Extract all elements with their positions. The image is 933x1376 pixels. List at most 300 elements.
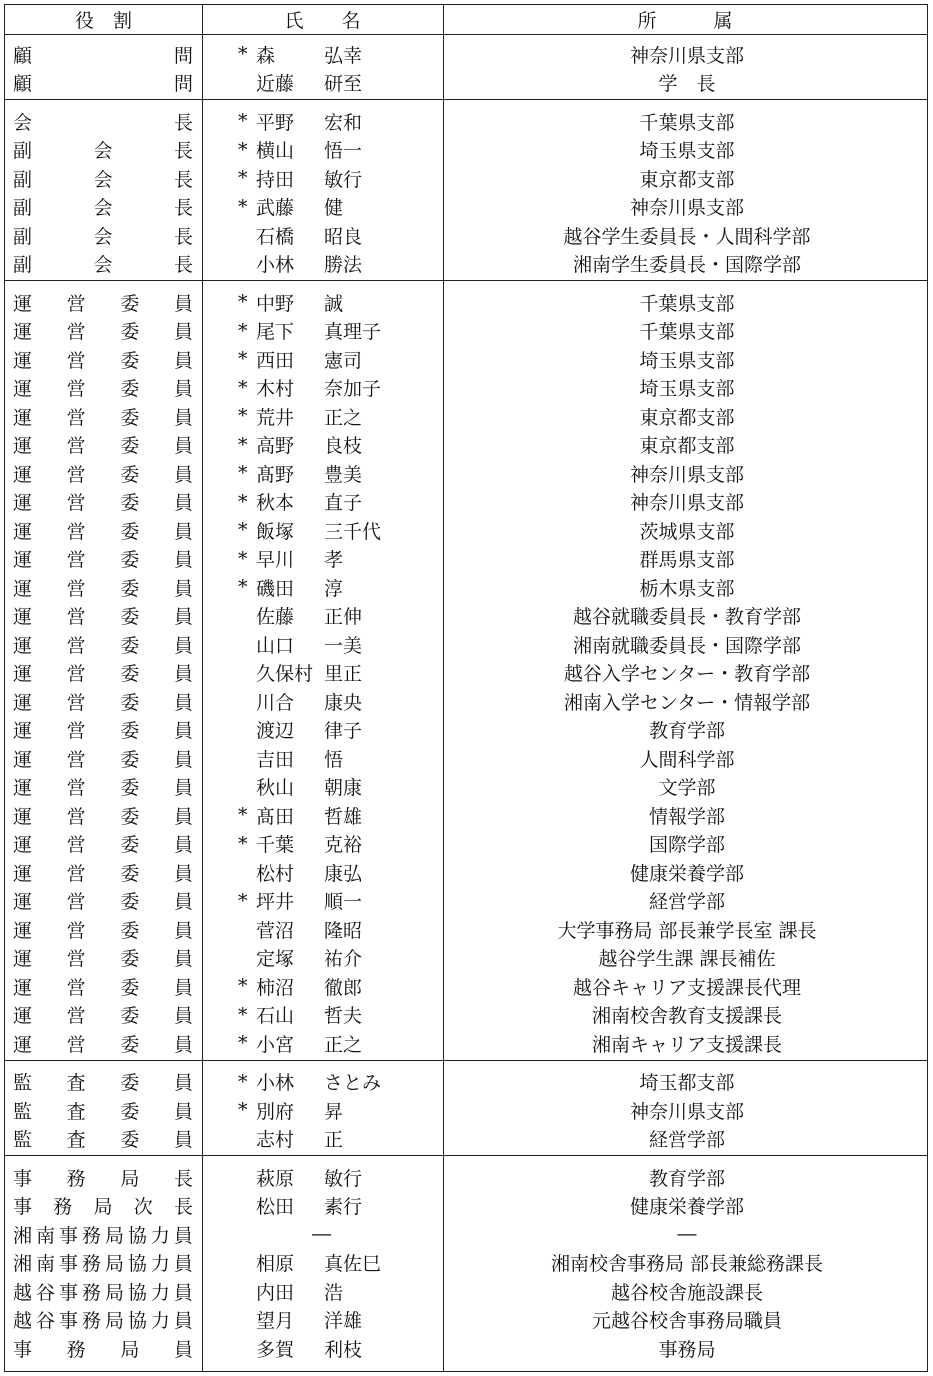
role-cell: 運 営 委 員 bbox=[13, 1033, 193, 1056]
role-cell: 運 営 委 員 bbox=[13, 891, 193, 914]
committee-mark: * bbox=[238, 519, 248, 542]
surname: 渡辺 bbox=[256, 720, 295, 743]
name-cell bbox=[238, 164, 438, 193]
table-row bbox=[5, 1220, 927, 1249]
role-cell: 湘 南 事 務 局 協 力 員 bbox=[13, 1253, 193, 1276]
given-name: 敏行 bbox=[324, 1167, 363, 1190]
name-cell bbox=[238, 858, 438, 887]
table-row bbox=[5, 1192, 927, 1221]
surname: 松村 bbox=[256, 862, 295, 885]
affiliation-cell: 健康栄養学部 bbox=[629, 862, 744, 885]
affiliation-cell: 茨城県支部 bbox=[639, 520, 735, 543]
affiliation-cell: 埼玉県支部 bbox=[639, 378, 735, 401]
given-name: 真佐巳 bbox=[324, 1253, 382, 1276]
given-name: 朝康 bbox=[324, 777, 363, 800]
surname: 木村 bbox=[256, 378, 295, 401]
surname: 秋山 bbox=[256, 777, 295, 800]
name-cell bbox=[238, 801, 438, 830]
committee-mark: * bbox=[238, 376, 248, 399]
table-row bbox=[5, 402, 927, 431]
table-row bbox=[5, 687, 927, 716]
given-name: 哲雄 bbox=[324, 805, 363, 828]
surname: 菅沼 bbox=[256, 919, 295, 942]
surname: 久保村 bbox=[256, 663, 314, 686]
role-cell: 監 査 委 員 bbox=[13, 1072, 193, 1095]
given-name: 徹郎 bbox=[324, 976, 363, 999]
surname: 望月 bbox=[256, 1310, 295, 1333]
name-cell bbox=[238, 488, 438, 517]
role-cell: 運 営 委 員 bbox=[13, 919, 193, 942]
role-cell: 運 営 委 員 bbox=[13, 349, 193, 372]
given-name: 良枝 bbox=[324, 435, 363, 458]
table-row bbox=[5, 573, 927, 602]
role-cell: 越 谷 事 務 局 協 力 員 bbox=[13, 1281, 193, 1304]
affiliation-cell: 湘南入学センター・情報学部 bbox=[563, 691, 811, 714]
name-cell bbox=[238, 374, 438, 403]
surname: 持田 bbox=[256, 168, 295, 191]
affiliation-cell: 大学事務局 部長兼学長室 課長 bbox=[557, 919, 817, 942]
surname: 千葉 bbox=[256, 834, 295, 857]
role-cell: 運 営 委 員 bbox=[13, 577, 193, 600]
table-row bbox=[5, 221, 927, 250]
surname: 柿沼 bbox=[256, 976, 295, 999]
surname: 吉田 bbox=[256, 748, 295, 771]
name-cell bbox=[238, 431, 438, 460]
affiliation-cell: 事務局 bbox=[658, 1338, 716, 1361]
affiliation-cell: 神奈川県支部 bbox=[629, 1100, 744, 1123]
affiliation-cell: 埼玉県支部 bbox=[639, 140, 735, 163]
given-name: さとみ bbox=[324, 1072, 382, 1095]
table-row bbox=[5, 136, 927, 165]
name-cell bbox=[238, 1306, 438, 1335]
surname: 飯塚 bbox=[256, 520, 295, 543]
affiliation-cell: 神奈川県支部 bbox=[629, 463, 744, 486]
table-row bbox=[5, 1096, 927, 1125]
given-name: 悟一 bbox=[324, 140, 363, 163]
name-cell bbox=[238, 402, 438, 431]
name-cell bbox=[238, 221, 438, 250]
given-name: 昇 bbox=[324, 1100, 344, 1123]
role-cell: 事 務 局 次 長 bbox=[13, 1196, 193, 1219]
table-row bbox=[5, 773, 927, 802]
affiliation-cell: 東京都支部 bbox=[639, 406, 735, 429]
role-cell: 運 営 委 員 bbox=[13, 777, 193, 800]
surname: 山口 bbox=[256, 634, 295, 657]
committee-mark: * bbox=[238, 1099, 248, 1122]
affiliation-cell: 東京都支部 bbox=[639, 168, 735, 191]
table-row bbox=[5, 431, 927, 460]
committee-mark: * bbox=[238, 1070, 248, 1093]
role-cell: 運 営 委 員 bbox=[13, 691, 193, 714]
affiliation-cell: 越谷就職委員長・教育学部 bbox=[572, 606, 801, 629]
role-cell: 副 会 長 bbox=[13, 197, 193, 220]
name-cell bbox=[238, 1249, 438, 1278]
surname: 小林 bbox=[256, 254, 295, 277]
section-divider bbox=[5, 99, 927, 100]
committee-mark: * bbox=[238, 138, 248, 161]
surname: 早川 bbox=[256, 549, 295, 572]
committee-mark: * bbox=[238, 490, 248, 513]
affiliation-cell: 神奈川県支部 bbox=[629, 44, 744, 67]
given-name: 奈加子 bbox=[324, 378, 382, 401]
table-row bbox=[5, 1068, 927, 1097]
surname: 佐藤 bbox=[256, 606, 295, 629]
table-row bbox=[5, 164, 927, 193]
given-name: 真理子 bbox=[324, 321, 382, 344]
surname: 坪井 bbox=[256, 891, 295, 914]
table-row bbox=[5, 1306, 927, 1335]
given-name: 祐介 bbox=[324, 948, 363, 971]
affiliation-cell: 国際学部 bbox=[648, 834, 725, 857]
name-cell bbox=[238, 830, 438, 859]
affiliation-cell: 経営学部 bbox=[648, 891, 725, 914]
given-name: 憲司 bbox=[324, 349, 363, 372]
role-cell: 会 長 bbox=[13, 111, 193, 134]
header-affiliation: 所 属 bbox=[637, 10, 733, 32]
name-cell bbox=[238, 1029, 438, 1058]
name-cell bbox=[238, 1277, 438, 1306]
role-cell: 副 会 長 bbox=[13, 254, 193, 277]
affiliation-cell: 千葉県支部 bbox=[639, 111, 735, 134]
role-cell: 副 会 長 bbox=[13, 225, 193, 248]
name-cell bbox=[238, 545, 438, 574]
table-row bbox=[5, 1029, 927, 1058]
committee-mark: * bbox=[238, 975, 248, 998]
name-cell bbox=[238, 716, 438, 745]
affiliation-cell: 元越谷校舎事務局職員 bbox=[591, 1310, 782, 1333]
table-row bbox=[5, 288, 927, 317]
surname: 別府 bbox=[256, 1100, 295, 1123]
given-name: 勝法 bbox=[324, 254, 363, 277]
given-name: 洋雄 bbox=[324, 1310, 363, 1333]
role-cell: 運 営 委 員 bbox=[13, 321, 193, 344]
table-row bbox=[5, 193, 927, 222]
surname: 松田 bbox=[256, 1196, 295, 1219]
given-name: 研至 bbox=[324, 73, 363, 96]
name-cell bbox=[238, 459, 438, 488]
surname: 志村 bbox=[256, 1129, 295, 1152]
name-cell bbox=[238, 193, 438, 222]
table-row bbox=[5, 516, 927, 545]
role-cell: 運 営 委 員 bbox=[13, 292, 193, 315]
table-row bbox=[5, 1001, 927, 1030]
surname: 髙田 bbox=[256, 805, 295, 828]
role-cell: 運 営 委 員 bbox=[13, 549, 193, 572]
role-cell: 副 会 長 bbox=[13, 168, 193, 191]
header-name: 氏 名 bbox=[284, 10, 361, 32]
committee-mark: * bbox=[238, 195, 248, 218]
role-cell: 運 営 委 員 bbox=[13, 634, 193, 657]
surname: 磯田 bbox=[256, 577, 295, 600]
affiliation-cell: 湘南キャリア支援課長 bbox=[591, 1033, 782, 1056]
given-name: 康央 bbox=[324, 691, 363, 714]
affiliation-cell: 神奈川県支部 bbox=[629, 492, 744, 515]
surname: 小林 bbox=[256, 1072, 295, 1095]
table-row bbox=[5, 250, 927, 279]
given-name: 律子 bbox=[324, 720, 363, 743]
surname: 石橋 bbox=[256, 225, 295, 248]
affiliation-cell: 湘南学生委員長・国際学部 bbox=[572, 254, 801, 277]
role-cell: 運 営 委 員 bbox=[13, 748, 193, 771]
committee-mark: * bbox=[238, 110, 248, 133]
header-role: 役 割 bbox=[74, 10, 132, 32]
role-cell: 運 営 委 員 bbox=[13, 663, 193, 686]
affiliation-cell: 情報学部 bbox=[648, 805, 725, 828]
given-name: 悟 bbox=[324, 748, 344, 771]
affiliation-cell: 人間科学部 bbox=[639, 748, 735, 771]
surname: 秋本 bbox=[256, 492, 295, 515]
table-row bbox=[5, 830, 927, 859]
surname: 相原 bbox=[256, 1253, 295, 1276]
name-cell bbox=[238, 630, 438, 659]
name-cell bbox=[238, 317, 438, 346]
table-row bbox=[5, 602, 927, 631]
given-name: 孝 bbox=[324, 549, 344, 572]
committee-mark: * bbox=[238, 319, 248, 342]
given-name: 誠 bbox=[324, 292, 344, 315]
affiliation-cell: 埼玉都支部 bbox=[639, 1072, 735, 1095]
table-row bbox=[5, 40, 927, 69]
table-row bbox=[5, 659, 927, 688]
given-name: 宏和 bbox=[324, 111, 363, 134]
section-divider bbox=[5, 1060, 927, 1061]
table-row bbox=[5, 944, 927, 973]
affiliation-cell: 栃木県支部 bbox=[639, 577, 735, 600]
table-row bbox=[5, 1125, 927, 1154]
table-row bbox=[5, 858, 927, 887]
given-name: 康弘 bbox=[324, 862, 363, 885]
table-row bbox=[5, 107, 927, 136]
committee-mark: * bbox=[238, 291, 248, 314]
committee-mark: * bbox=[238, 547, 248, 570]
committee-mark: * bbox=[238, 348, 248, 371]
surname: 西田 bbox=[256, 349, 295, 372]
given-name: 三千代 bbox=[324, 520, 382, 543]
committee-mark: * bbox=[238, 462, 248, 485]
name-cell bbox=[238, 69, 438, 98]
affiliation-cell: 湘南校舎事務局 部長兼総務課長 bbox=[550, 1253, 824, 1276]
committee-mark: * bbox=[238, 576, 248, 599]
surname: 石山 bbox=[256, 1005, 295, 1028]
surname: 武藤 bbox=[256, 197, 295, 220]
name-cell bbox=[238, 972, 438, 1001]
role-cell: 運 営 委 員 bbox=[13, 720, 193, 743]
given-name: 敏行 bbox=[324, 168, 363, 191]
given-name: 隆昭 bbox=[324, 919, 363, 942]
name-cell bbox=[238, 1192, 438, 1221]
role-cell: 運 営 委 員 bbox=[13, 435, 193, 458]
given-name: 一美 bbox=[324, 634, 363, 657]
given-name: 正之 bbox=[324, 406, 363, 429]
surname: ― bbox=[312, 1223, 331, 1246]
name-cell bbox=[238, 744, 438, 773]
table-row bbox=[5, 374, 927, 403]
surname: 平野 bbox=[256, 111, 295, 134]
role-cell: 事 務 局 長 bbox=[13, 1167, 193, 1190]
committee-mark: * bbox=[238, 405, 248, 428]
affiliation-cell: 越谷学生委員長・人間科学部 bbox=[563, 225, 811, 248]
table-row bbox=[5, 1277, 927, 1306]
given-name: 順一 bbox=[324, 891, 363, 914]
given-name: 健 bbox=[324, 197, 344, 220]
given-name: 正之 bbox=[324, 1033, 363, 1056]
surname: 髙野 bbox=[256, 463, 295, 486]
surname: 中野 bbox=[256, 292, 295, 315]
role-cell: 運 営 委 員 bbox=[13, 606, 193, 629]
table-row bbox=[5, 488, 927, 517]
name-cell bbox=[238, 107, 438, 136]
surname: 小宮 bbox=[256, 1033, 295, 1056]
name-cell bbox=[238, 1220, 438, 1249]
role-cell: 顧 問 bbox=[13, 73, 193, 96]
committee-mark: * bbox=[238, 433, 248, 456]
table-row bbox=[5, 801, 927, 830]
name-cell bbox=[238, 40, 438, 69]
affiliation-cell: 学 長 bbox=[658, 73, 716, 96]
given-name: 昭良 bbox=[324, 225, 363, 248]
name-cell bbox=[238, 915, 438, 944]
given-name: 弘幸 bbox=[324, 44, 363, 67]
name-cell bbox=[238, 1096, 438, 1125]
affiliation-cell: 千葉県支部 bbox=[639, 292, 735, 315]
table-row bbox=[5, 317, 927, 346]
name-cell bbox=[238, 773, 438, 802]
affiliation-cell: 越谷キャリア支援課長代理 bbox=[572, 976, 801, 999]
role-cell: 運 営 委 員 bbox=[13, 805, 193, 828]
role-cell: 監 査 委 員 bbox=[13, 1100, 193, 1123]
affiliation-cell: 神奈川県支部 bbox=[629, 197, 744, 220]
given-name: 豊美 bbox=[324, 463, 363, 486]
given-name: 利枝 bbox=[324, 1338, 363, 1361]
surname: 萩原 bbox=[256, 1167, 295, 1190]
table-row bbox=[5, 459, 927, 488]
given-name: 克裕 bbox=[324, 834, 363, 857]
role-cell: 運 営 委 員 bbox=[13, 406, 193, 429]
name-cell bbox=[238, 136, 438, 165]
surname: 尾下 bbox=[256, 321, 295, 344]
role-cell: 運 営 委 員 bbox=[13, 492, 193, 515]
role-cell: 湘 南 事 務 局 協 力 員 bbox=[13, 1224, 193, 1247]
surname: 近藤 bbox=[256, 73, 295, 96]
table-row bbox=[5, 1249, 927, 1278]
committee-mark: * bbox=[238, 167, 248, 190]
table-row bbox=[5, 915, 927, 944]
role-cell: 事 務 局 員 bbox=[13, 1338, 193, 1361]
surname: 森 bbox=[256, 44, 276, 67]
role-cell: 運 営 委 員 bbox=[13, 862, 193, 885]
name-cell bbox=[238, 1001, 438, 1030]
committee-mark: * bbox=[238, 804, 248, 827]
role-cell: 運 営 委 員 bbox=[13, 948, 193, 971]
name-cell bbox=[238, 687, 438, 716]
affiliation-cell: 越谷学生課 課長補佐 bbox=[598, 948, 776, 971]
affiliation-cell: 越谷入学センター・教育学部 bbox=[563, 663, 811, 686]
affiliation-cell: 文学部 bbox=[658, 777, 716, 800]
name-cell bbox=[238, 1125, 438, 1154]
role-cell: 運 営 委 員 bbox=[13, 378, 193, 401]
table-row bbox=[5, 1334, 927, 1363]
table-row bbox=[5, 1163, 927, 1192]
given-name: 浩 bbox=[324, 1281, 344, 1304]
name-cell bbox=[238, 345, 438, 374]
affiliation-cell: 教育学部 bbox=[648, 1167, 725, 1190]
affiliation-cell: 越谷校舎施設課長 bbox=[610, 1281, 763, 1304]
affiliation-cell: 湘南就職委員長・国際学部 bbox=[572, 634, 801, 657]
table-row bbox=[5, 887, 927, 916]
name-cell bbox=[238, 573, 438, 602]
affiliation-cell: 経営学部 bbox=[648, 1129, 725, 1152]
affiliation-cell: 千葉県支部 bbox=[639, 321, 735, 344]
surname: 横山 bbox=[256, 140, 295, 163]
name-cell bbox=[238, 1334, 438, 1363]
name-cell bbox=[238, 602, 438, 631]
role-cell: 運 営 委 員 bbox=[13, 520, 193, 543]
officer-table bbox=[4, 4, 928, 1372]
surname: 多賀 bbox=[256, 1338, 295, 1361]
name-cell bbox=[238, 659, 438, 688]
surname: 荒井 bbox=[256, 406, 295, 429]
name-cell bbox=[238, 944, 438, 973]
surname: 川合 bbox=[256, 691, 295, 714]
table-row bbox=[5, 972, 927, 1001]
role-cell: 運 営 委 員 bbox=[13, 834, 193, 857]
surname: 内田 bbox=[256, 1281, 295, 1304]
committee-mark: * bbox=[238, 1003, 248, 1026]
role-cell: 運 営 委 員 bbox=[13, 1005, 193, 1028]
affiliation-cell: ― bbox=[677, 1223, 697, 1246]
given-name: 哲夫 bbox=[324, 1005, 363, 1028]
section-divider bbox=[5, 1155, 927, 1156]
given-name: 直子 bbox=[324, 492, 363, 515]
affiliation-cell: 群馬県支部 bbox=[639, 549, 735, 572]
section-divider bbox=[5, 280, 927, 281]
affiliation-cell: 湘南校舎教育支援課長 bbox=[591, 1005, 782, 1028]
committee-mark: * bbox=[238, 832, 248, 855]
table-header bbox=[5, 5, 927, 35]
role-cell: 顧 問 bbox=[13, 44, 193, 67]
role-cell: 監 査 委 員 bbox=[13, 1129, 193, 1152]
name-cell bbox=[238, 516, 438, 545]
affiliation-cell: 埼玉県支部 bbox=[639, 349, 735, 372]
given-name: 素行 bbox=[324, 1196, 363, 1219]
name-cell bbox=[238, 1068, 438, 1097]
committee-mark: * bbox=[238, 1032, 248, 1055]
table-row bbox=[5, 630, 927, 659]
role-cell: 運 営 委 員 bbox=[13, 463, 193, 486]
name-cell bbox=[238, 288, 438, 317]
table-row bbox=[5, 545, 927, 574]
affiliation-cell: 東京都支部 bbox=[639, 435, 735, 458]
table-row bbox=[5, 744, 927, 773]
name-cell bbox=[238, 250, 438, 279]
table-row bbox=[5, 345, 927, 374]
role-cell: 運 営 委 員 bbox=[13, 976, 193, 999]
surname: 定塚 bbox=[256, 948, 295, 971]
role-cell: 越 谷 事 務 局 協 力 員 bbox=[13, 1310, 193, 1333]
table-row bbox=[5, 69, 927, 98]
given-name: 正伸 bbox=[324, 606, 363, 629]
given-name: 里正 bbox=[324, 663, 363, 686]
given-name: 淳 bbox=[324, 577, 344, 600]
affiliation-cell: 教育学部 bbox=[648, 720, 725, 743]
given-name: 正 bbox=[324, 1129, 344, 1152]
surname: 高野 bbox=[256, 435, 295, 458]
affiliation-cell: 健康栄養学部 bbox=[629, 1196, 744, 1219]
name-cell bbox=[238, 887, 438, 916]
role-cell: 副 会 長 bbox=[13, 140, 193, 163]
table-row bbox=[5, 716, 927, 745]
name-cell bbox=[238, 1163, 438, 1192]
